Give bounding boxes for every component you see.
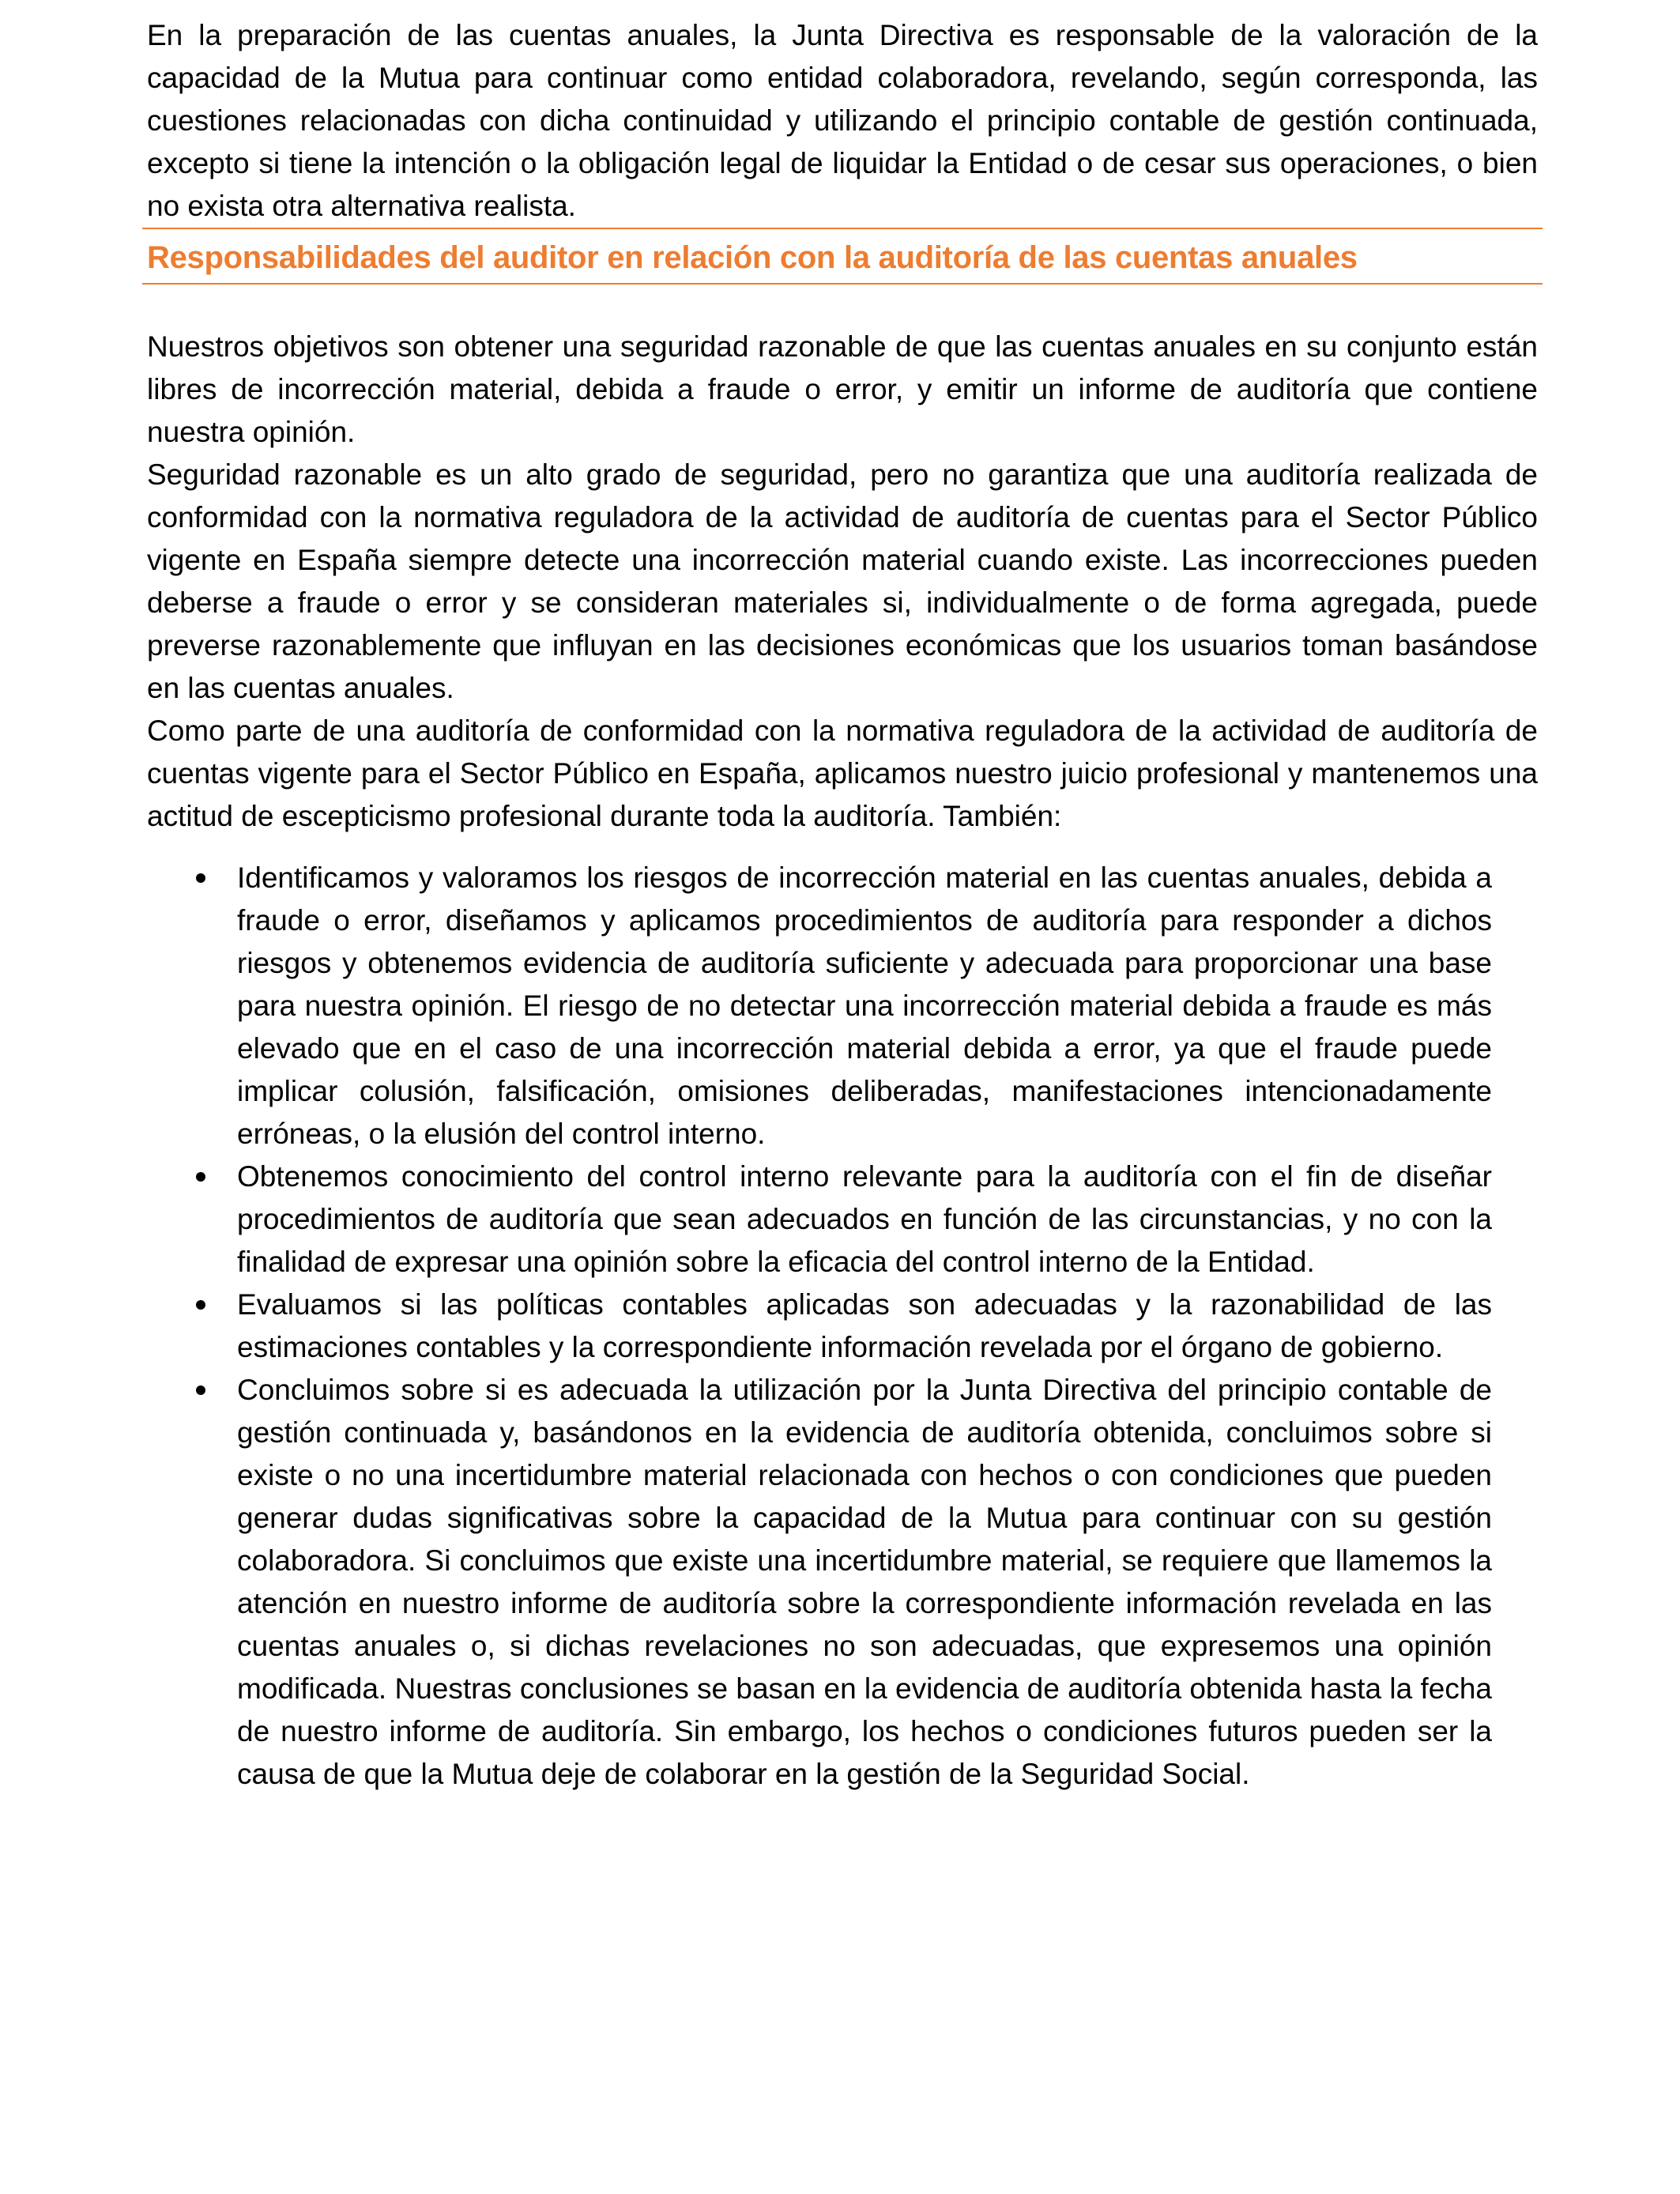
bullet-icon bbox=[196, 1300, 205, 1310]
list-item-text: Evaluamos si las políticas contables aplicadas son adecuadas y la razonabilidad de las estimaciones contables y la correspondiente información revelada por el órgano de gobierno. bbox=[237, 1288, 1492, 1363]
list-item bbox=[147, 1284, 1538, 1369]
list-item-text: Concluimos sobre si es adecuada la utilización por la Junta Directiva del principio contable de gestión continuada y, basándonos en la evidencia de auditoría obtenida, concluimos sobre si existe o no una incertidumbre material relacionada con hechos o con condiciones que pueden generar dudas significativas sobre la capacidad de la Mutua para continuar con su gestión colaboradora. Si concluimos que existe una incertidumbre material, se requiere que llamemos la atención en nuestro informe de auditoría sobre la correspondiente información revelada en las cuentas anuales o, si dichas revelaciones no son adecuadas, que expresemos una opinión modificada. Nuestras conclusiones se basan en la evidencia de auditoría obtenida hasta la fecha de nuestro informe de auditoría. Sin embargo, los hechos o condiciones futuros pueden ser la causa de que la Mutua deje de colaborar en la gestión de la Seguridad Social. bbox=[237, 1374, 1492, 1790]
list-item-text: Identificamos y valoramos los riesgos de incorrección material en las cuentas anuales, debida a fraude o error, diseñamos y aplicamos procedimientos de auditoría para responder a dichos riesgos y obtenemos evidencia de auditoría suficiente y adecuada para proporcionar una base para nuestra opinión. El riesgo de no detectar una incorrección material debida a fraude es más elevado que en el caso de una incorrección material debida a error, ya que el fraude puede implicar colusión, falsificación, omisiones deliberadas, manifestaciones intencionadamente erróneas, o la elusión del control interno. bbox=[237, 861, 1492, 1150]
bullet-icon bbox=[196, 1385, 205, 1395]
section-heading-bar bbox=[142, 228, 1543, 285]
list-item bbox=[147, 1155, 1538, 1284]
paragraph-professional-judgement: Como parte de una auditoría de conformidad con la normativa reguladora de la actividad de auditoría de cuentas vigente para el Sector Público en España, aplicamos nuestro juicio profesional y mantenemos una actitud de escepticismo profesional durante toda la auditoría. También: bbox=[147, 714, 1538, 832]
procedures-list bbox=[147, 857, 1538, 1796]
section-heading: Responsabilidades del auditor en relación con la auditoría de las cuentas anuales bbox=[147, 240, 1358, 275]
bullet-icon bbox=[196, 873, 205, 883]
paragraph-objectives: Nuestros objetivos son obtener una seguridad razonable de que las cuentas anuales en su conjunto están libres de incorrección material, debida a fraude o error, y emitir un informe de auditoría que contiene nuestra opinión. bbox=[147, 330, 1538, 448]
list-item-text: Obtenemos conocimiento del control interno relevante para la auditoría con el fin de diseñar procedimientos de auditoría que sean adecuados en función de las circunstancias, y no con la finalidad de expresar una opinión sobre la eficacia del control interno de la Entidad. bbox=[237, 1160, 1492, 1278]
list-item bbox=[147, 857, 1538, 1155]
intro-paragraph: En la preparación de las cuentas anuales, la Junta Directiva es responsable de la valoración de la capacidad de la Mutua para continuar como entidad colaboradora, revelando, según corresponda, las cuestiones relacionadas con dicha continuidad y utilizando el principio contable de gestión continuada, excepto si tiene la intención o la obligación legal de liquidar la Entidad o de cesar sus operaciones, o bien no exista otra alternativa realista. bbox=[147, 19, 1538, 222]
document-page bbox=[147, 14, 1538, 1796]
paragraph-reasonable-assurance: Seguridad razonable es un alto grado de seguridad, pero no garantiza que una auditoría realizada de conformidad con la normativa reguladora de la actividad de auditoría de cuentas para el Sector Público vigente en España siempre detecte una incorrección material cuando existe. Las incorrecciones pueden deberse a fraude o error y se consideran materiales si, individualmente o de forma agregada, puede preverse razonablemente que influyan en las decisiones económicas que los usuarios toman basándose en las cuentas anuales. bbox=[147, 458, 1538, 704]
bullet-icon bbox=[196, 1172, 205, 1182]
list-item bbox=[147, 1369, 1538, 1796]
